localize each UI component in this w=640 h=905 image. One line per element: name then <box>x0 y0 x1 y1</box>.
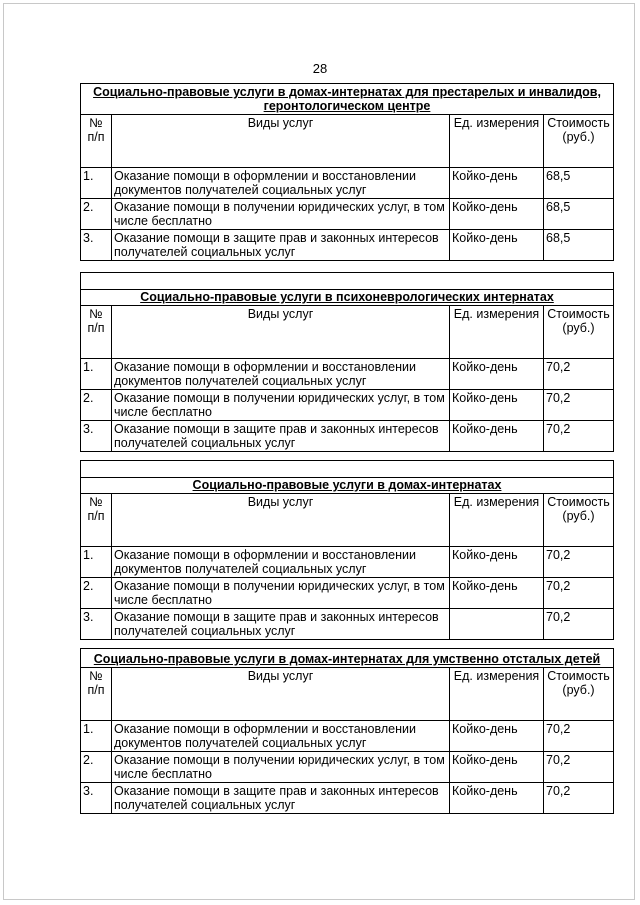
col-header-service: Виды услуг <box>112 494 450 547</box>
col-header-cost: Стоимость (руб.) <box>544 306 614 359</box>
col-header-unit: Ед. измерения <box>450 115 544 168</box>
service-table-3 <box>80 460 614 640</box>
cost-value: 68,5 <box>544 230 614 261</box>
unit-value: Койко-день <box>450 547 544 578</box>
page-number: 28 <box>312 61 328 76</box>
service-name: Оказание помощи в оформлении и восстановлении документов получателей социальных услуг <box>112 359 450 390</box>
service-name: Оказание помощи в получении юридических услуг, в том числе бесплатно <box>112 390 450 421</box>
table-row <box>81 390 614 421</box>
unit-value: Койко-день <box>450 199 544 230</box>
header-row <box>81 306 614 359</box>
unit-value: Койко-день <box>450 390 544 421</box>
service-name: Оказание помощи в защите прав и законных интересов получателей социальных услуг <box>112 783 450 814</box>
row-num: 3. <box>81 421 112 452</box>
service-name: Оказание помощи в получении юридических услуг, в том числе бесплатно <box>112 752 450 783</box>
cost-value: 68,5 <box>544 168 614 199</box>
table-title: Социально-правовые услуги в домах-интернатах для престарелых и инвалидов, геронтологическом центре <box>81 84 614 115</box>
cost-value: 68,5 <box>544 199 614 230</box>
col-header-cost: Стоимость (руб.) <box>544 115 614 168</box>
unit-value: Койко-день <box>450 783 544 814</box>
cost-value: 70,2 <box>544 390 614 421</box>
col-header-num: № п/п <box>81 494 112 547</box>
unit-value: Койко-день <box>450 168 544 199</box>
header-row <box>81 494 614 547</box>
table-row <box>81 421 614 452</box>
unit-value: Койко-день <box>450 359 544 390</box>
table-row <box>81 547 614 578</box>
col-header-num: № п/п <box>81 306 112 359</box>
cost-value: 70,2 <box>544 783 614 814</box>
row-num: 3. <box>81 783 112 814</box>
service-name: Оказание помощи в защите прав и законных интересов получателей социальных услуг <box>112 609 450 640</box>
table-row <box>81 359 614 390</box>
col-header-num: № п/п <box>81 668 112 721</box>
row-num: 2. <box>81 390 112 421</box>
table-title: Социально-правовые услуги в домах-интернатах <box>81 478 614 494</box>
table-row <box>81 721 614 752</box>
header-row <box>81 115 614 168</box>
row-num: 2. <box>81 199 112 230</box>
unit-value: Койко-день <box>450 721 544 752</box>
service-name: Оказание помощи в получении юридических услуг, в том числе бесплатно <box>112 578 450 609</box>
service-name: Оказание помощи в оформлении и восстановлении документов получателей социальных услуг <box>112 721 450 752</box>
cost-value: 70,2 <box>544 721 614 752</box>
col-header-unit: Ед. измерения <box>450 668 544 721</box>
row-num: 2. <box>81 752 112 783</box>
cost-value: 70,2 <box>544 752 614 783</box>
service-name: Оказание помощи в защите прав и законных интересов получателей социальных услуг <box>112 230 450 261</box>
service-table-2 <box>80 272 614 452</box>
table-title: Социально-правовые услуги в психоневрологических интернатах <box>81 290 614 306</box>
cost-value: 70,2 <box>544 547 614 578</box>
table-row <box>81 578 614 609</box>
cost-value: 70,2 <box>544 421 614 452</box>
service-name: Оказание помощи в оформлении и восстановлении документов получателей социальных услуг <box>112 547 450 578</box>
service-name: Оказание помощи в защите прав и законных интересов получателей социальных услуг <box>112 421 450 452</box>
service-name: Оказание помощи в оформлении и восстановлении документов получателей социальных услуг <box>112 168 450 199</box>
table-row <box>81 609 614 640</box>
header-row <box>81 668 614 721</box>
table-row <box>81 783 614 814</box>
col-header-service: Виды услуг <box>112 306 450 359</box>
table-row <box>81 230 614 261</box>
unit-value <box>450 609 544 640</box>
service-table-4 <box>80 648 614 814</box>
table-row <box>81 752 614 783</box>
row-num: 1. <box>81 359 112 390</box>
title-spacer <box>81 273 614 290</box>
row-num: 2. <box>81 578 112 609</box>
col-header-cost: Стоимость (руб.) <box>544 494 614 547</box>
cost-value: 70,2 <box>544 609 614 640</box>
unit-value: Койко-день <box>450 578 544 609</box>
service-name: Оказание помощи в получении юридических услуг, в том числе бесплатно <box>112 199 450 230</box>
col-header-service: Виды услуг <box>112 115 450 168</box>
unit-value: Койко-день <box>450 752 544 783</box>
row-num: 3. <box>81 609 112 640</box>
table-row <box>81 199 614 230</box>
table-row <box>81 168 614 199</box>
unit-value: Койко-день <box>450 421 544 452</box>
col-header-unit: Ед. измерения <box>450 494 544 547</box>
service-table-1 <box>80 83 614 261</box>
row-num: 1. <box>81 547 112 578</box>
col-header-num: № п/п <box>81 115 112 168</box>
row-num: 1. <box>81 721 112 752</box>
cost-value: 70,2 <box>544 578 614 609</box>
col-header-cost: Стоимость (руб.) <box>544 668 614 721</box>
row-num: 3. <box>81 230 112 261</box>
table-title: Социально-правовые услуги в домах-интернатах для умственно отсталых детей <box>81 649 614 668</box>
col-header-unit: Ед. измерения <box>450 306 544 359</box>
title-spacer <box>81 461 614 478</box>
cost-value: 70,2 <box>544 359 614 390</box>
unit-value: Койко-день <box>450 230 544 261</box>
row-num: 1. <box>81 168 112 199</box>
col-header-service: Виды услуг <box>112 668 450 721</box>
